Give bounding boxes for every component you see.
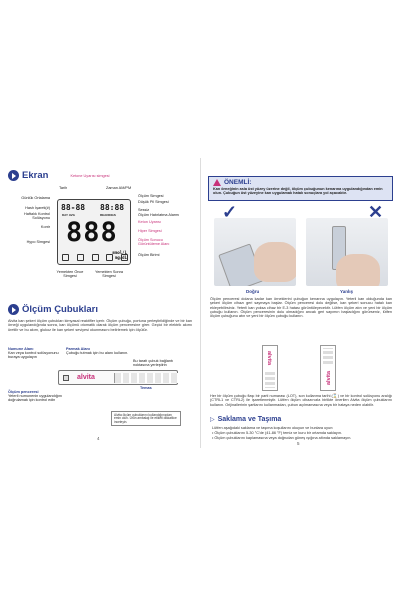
strips-paragraph: Alvita kan şekeri ölçüm çubukları kimyasal reaktifler içerir. Ölçüm çubuğu, portuna yerleştirildiğinde ve bir kan örneği uygulandığında sonra, kan ölçümü otomatik olarak ölçüm penceresine girer. Geçici bir elektrik akımı üretilir ve bu akım, glukoz ile kan şekeri seviyesi okunmasını belirlemek için ölçülür. — [8, 319, 192, 332]
wrong-caption: Yanlış — [340, 289, 354, 294]
label-daily-avg: Günlük Ortalama — [21, 196, 50, 200]
grip-area-callout — [66, 347, 146, 355]
play-icon — [8, 170, 19, 181]
storage-bullet-1: • Ölçüm çubuklarını 5-30 °C'de (41-86 °F) temiz ve kuru bir ortamda saklayın. — [212, 431, 343, 435]
correct-photo — [214, 218, 296, 286]
meal-before-icon — [62, 254, 69, 261]
important-heading — [213, 179, 388, 186]
grip-area-title: Parmak Alanı — [66, 347, 90, 351]
play-icon — [8, 304, 19, 315]
hand-image — [336, 254, 380, 286]
label-weekly-control: Haftalık Kontrol Solüsyonu — [24, 212, 50, 221]
wrong-photo — [306, 218, 388, 286]
manual-spread — [0, 158, 401, 448]
strips-header — [8, 304, 98, 315]
storage-bullet-2: • Ölçüm çubuklarını kaplamasına veya doğrudan güneş ışığına altında saklamayın. — [212, 436, 352, 440]
correct-caption: Doğru — [246, 289, 260, 294]
window-title: Ölçüm penceresi — [8, 390, 39, 394]
insert-text: Bu tarafı çubuk bağlantı noktasına yerleştirin — [133, 359, 174, 368]
label-measure-sym: Ölçüm Simgesi — [138, 194, 164, 198]
strip-contacts — [265, 372, 275, 388]
meter-time-digits: 88:88 — [100, 203, 125, 212]
page-number-right: 5 — [297, 441, 300, 446]
storage-header — [210, 416, 281, 423]
label-silent: Sessiz — [138, 208, 150, 212]
storage-title: Saklama ve Taşıma — [217, 416, 282, 423]
label-unit: Ölçüm Birimi — [138, 253, 160, 257]
lot-paragraph: Her bir ölçüm çubuğu flaşı bir parti numarası (LOT), son kullanma tarihi (⌛) ve bir kontrol solüsyonu aralığı (CTRL1 ve CTRL2) ile işaretlenmiştir. Lütfen ölçüm cihazınızla birlikte önerilen Alvita ölçüm çubuklarını kullanın. Orijinallerinin şartlarını kullanmadan, çubun açılmamasına veya bir hataya neden olabilir. — [210, 394, 392, 407]
test-strip — [58, 370, 178, 385]
left-page — [0, 158, 200, 448]
strip-contacts — [323, 348, 333, 364]
ekran-title: Ekran — [22, 170, 49, 181]
ekran-header — [8, 170, 48, 181]
unit-mmol: mmol/L — [112, 250, 127, 255]
label-reminder-alarm: Ölçüm Hatırlatma Alarmı — [138, 213, 180, 217]
label-result-view: Ölçüm Sonucu Görüntüleme Alanı — [138, 238, 170, 247]
cross-icon: ✕ — [368, 202, 384, 222]
label-before-meal: Yemekten Önce Simgesi — [56, 270, 84, 279]
important-box — [208, 176, 393, 201]
vertical-strip-right — [320, 345, 336, 391]
hypo-icon — [92, 254, 99, 261]
page-number-left: 4 — [97, 436, 100, 441]
window-text: Yeterli numunenin uygulandığını doğrulamak için kontrol edin — [8, 394, 63, 403]
strip-logo: alvita — [77, 374, 95, 381]
label-ketone-reminder: Ketone Uyarısı simgesi — [70, 174, 110, 178]
window-callout — [8, 390, 78, 403]
meter-icons-row — [62, 254, 128, 262]
meter-date-digits: 88-88 — [61, 203, 86, 212]
meter-readings: READINGS — [100, 213, 116, 217]
meter-day-avg: DAY AVG — [62, 213, 76, 217]
contact-title: Temas — [140, 386, 152, 390]
unit-mg: mg/dL — [114, 254, 127, 260]
label-control: Kontr — [40, 225, 50, 229]
right-page — [200, 158, 401, 448]
bell-icon — [106, 254, 113, 261]
label-after-meal: Yemekten Sonra Simgesi — [95, 270, 123, 279]
strips-title: Ölçüm Çubukları — [22, 304, 99, 315]
label-date: Tarih — [59, 186, 68, 190]
meter-display — [57, 199, 131, 265]
grip-area-text: Çubuğu tutmak için bu alanı kullanın. — [66, 351, 129, 356]
apply-paragraph: Ölçüm penceresi dolana kadar kan örneklerini çubuğun kenarına uygulayın. Yeterli kan olduğunda kan şekeri ölçüm cihazı geri saymaya başlar. Ölçüm penceresi dolu değilse, kan şekeri sonucu hatalı kan ekleyebilirsiniz. Yeterli kan yoksa cihaz bir E-3 hatası görüntüleyecektir. Lütfen ölçüm atın ve yeni bir ölçüm çubuğu kullanın. Ölçüm penceresinin dolu olmadığını ancak geri sayımın başladığını görürseniz, lütfen ölçüm çubuğunu atın ve yeni bir ölçüm çubuğu kullanın. — [210, 297, 392, 319]
label-hyper: Hiper Simgesi — [138, 229, 162, 233]
sample-area-title: Numune Alanı — [8, 347, 34, 351]
strip-logo: alvita — [266, 351, 272, 366]
label-time: Zaman AM/PM — [106, 186, 132, 190]
check-icon: ✓ — [222, 202, 238, 222]
strip-logo: alvita — [326, 370, 332, 385]
sample-area-callout — [8, 347, 60, 360]
drop-icon — [121, 254, 128, 261]
triangle-bullet-icon: ▷ — [210, 417, 215, 423]
label-hypo: Hypo Simgesi — [26, 240, 50, 244]
strip-note-box: Alvita ölçüm çubuklarını kullandığınızdan emin olun. Ürün ambalajı ile etiketi dikkatlice inceleyin. — [111, 411, 181, 426]
storage-intro: Lütfen aşağıdaki saklama ve taşıma koşullarını okuyun ve bunlara uyun: — [212, 426, 334, 430]
hand-image — [254, 242, 296, 282]
important-text: Kan örneğinin asla üst yüzey üzerine değil, ölçüm çubuğunun kenarına uygulandığından emin olun. Çubuğun üst yüzeyine kan uygulamak hatalı sonuçlara yol açacaktır. — [213, 187, 383, 196]
sample-area-text: Kan veya kontrol solüsyonunu buraya uygulayın — [8, 351, 59, 360]
label-low-battery: Düşük Pil Simgesi — [138, 200, 169, 204]
warning-icon — [213, 179, 221, 186]
strip-contacts — [114, 373, 178, 383]
meter-big-digits: 888 — [66, 217, 118, 248]
strip-window — [63, 375, 69, 381]
meal-after-icon — [77, 254, 84, 261]
important-title: ÖNEMLİ: — [224, 179, 252, 186]
vertical-strip-left — [262, 345, 278, 391]
label-ketone-warn: Keton Uyarısı — [138, 220, 162, 224]
label-hash: Hash İşareti(#) — [25, 206, 50, 210]
